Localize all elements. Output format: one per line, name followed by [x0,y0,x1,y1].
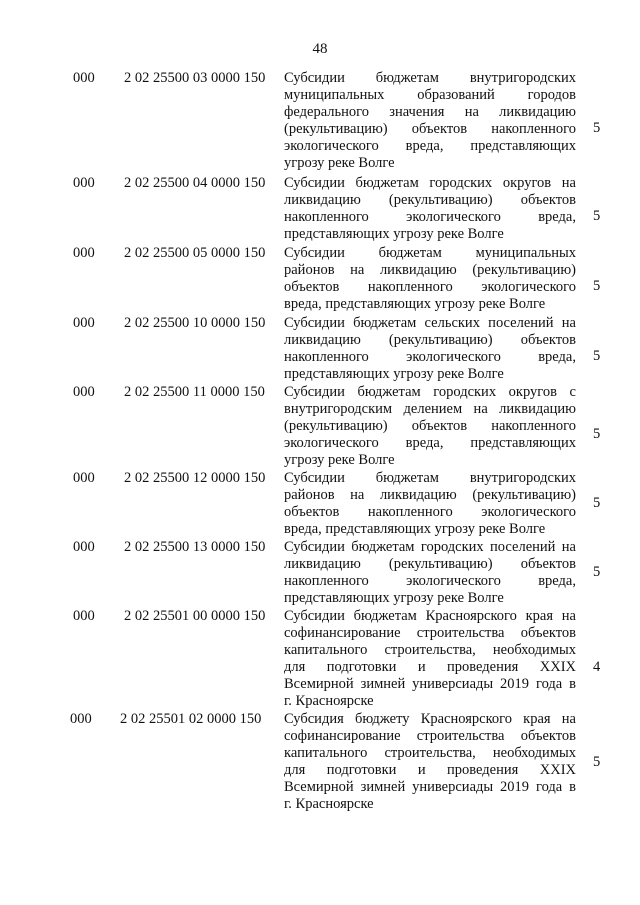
description-line: г. Красноярске [284,796,374,813]
description-line: Всемирной зимней универсиады 2019 года в [284,779,576,796]
row-value: 5 [593,278,601,294]
description-line: (рекультивацию) объектов накопленного [284,121,576,138]
budget-code: 2 02 25500 10 0000 150 [124,315,266,331]
description-line: угрозу реке Волге [284,155,395,172]
description-line: вреда, представляющих угрозу реке Волге [284,521,546,538]
row-value: 5 [593,564,601,580]
admin-code: 000 [73,608,95,624]
row-value: 5 [593,754,601,770]
description-line: для подготовки и проведения XXIX [284,659,576,676]
admin-code: 000 [73,245,95,261]
admin-code: 000 [73,315,95,331]
description-line: накопленного экологического вреда, [284,573,576,590]
description-line: Субсидии бюджетам муниципальных [284,245,576,261]
admin-code: 000 [73,175,95,191]
description-line: районов на ликвидацию (рекультивацию) [284,487,576,504]
row-description [284,384,576,469]
description-line: Всемирной зимней универсиады 2019 года в [284,676,576,693]
row-description [284,711,576,814]
description-line: накопленного экологического вреда, [284,349,576,366]
description-line: (рекультивацию) объектов накопленного [284,418,576,435]
description-line: вреда, представляющих угрозу реке Волге [284,296,546,313]
row-description [284,245,576,313]
budget-code: 2 02 25500 03 0000 150 [124,70,266,86]
description-line: софинансирование строительства объектов [284,625,576,642]
budget-code: 2 02 25501 00 0000 150 [124,608,266,624]
admin-code: 000 [73,539,95,555]
description-line: представляющих угрозу реке Волге [284,590,504,607]
description-line: софинансирование строительства объектов [284,728,576,745]
admin-code: 000 [73,70,95,86]
page-number: 48 [312,41,328,57]
description-line: экологического вреда, представляющих [284,435,576,452]
description-line: ликвидацию (рекультивацию) объектов [284,332,576,349]
row-value: 5 [593,208,601,224]
description-line: Субсидии бюджетам городских поселений на [284,539,576,555]
row-value: 5 [593,348,601,364]
budget-code: 2 02 25500 04 0000 150 [124,175,266,191]
budget-code: 2 02 25500 12 0000 150 [124,470,266,486]
description-line: для подготовки и проведения XXIX [284,762,576,779]
description-line: г. Красноярске [284,693,374,710]
description-line: внутригородским делением на ликвидацию [284,401,576,418]
description-line: Субсидии бюджетам городских округов на [284,175,576,191]
description-line: Субсидии бюджетам внутригородских [284,470,576,486]
description-line: угрозу реке Волге [284,452,395,469]
budget-code: 2 02 25500 13 0000 150 [124,539,266,555]
budget-code: 2 02 25501 02 0000 150 [120,711,262,727]
row-description [284,315,576,383]
row-description [284,70,576,173]
description-line: Субсидии бюджетам Красноярского края на [284,608,576,624]
description-line: Субсидии бюджетам сельских поселений на [284,315,576,331]
row-value: 5 [593,426,601,442]
description-line: Субсидии бюджетам внутригородских [284,70,576,86]
row-description [284,539,576,607]
description-line: капитального строительства, необходимых [284,642,576,659]
row-description [284,608,576,711]
row-description [284,175,576,243]
description-line: объектов накопленного экологического [284,504,576,521]
description-line: муниципальных образований городов [284,87,576,104]
description-line: Субсидия бюджету Красноярского края на [284,711,576,727]
description-line: федерального значения на ликвидацию [284,104,576,121]
description-line: ликвидацию (рекультивацию) объектов [284,556,576,573]
description-line: накопленного экологического вреда, [284,209,576,226]
description-line: экологического вреда, представляющих [284,138,576,155]
admin-code: 000 [73,470,95,486]
budget-code: 2 02 25500 11 0000 150 [124,384,265,400]
description-line: объектов накопленного экологического [284,279,576,296]
admin-code: 000 [73,384,95,400]
row-value: 4 [593,659,601,675]
description-line: ликвидацию (рекультивацию) объектов [284,192,576,209]
row-value: 5 [593,495,601,511]
admin-code: 000 [70,711,92,727]
description-line: районов на ликвидацию (рекультивацию) [284,262,576,279]
row-value: 5 [593,120,601,136]
description-line: капитального строительства, необходимых [284,745,576,762]
row-description [284,470,576,538]
budget-code: 2 02 25500 05 0000 150 [124,245,266,261]
description-line: представляющих угрозу реке Волге [284,226,504,243]
description-line: Субсидии бюджетам городских округов с [284,384,576,400]
description-line: представляющих угрозу реке Волге [284,366,504,383]
